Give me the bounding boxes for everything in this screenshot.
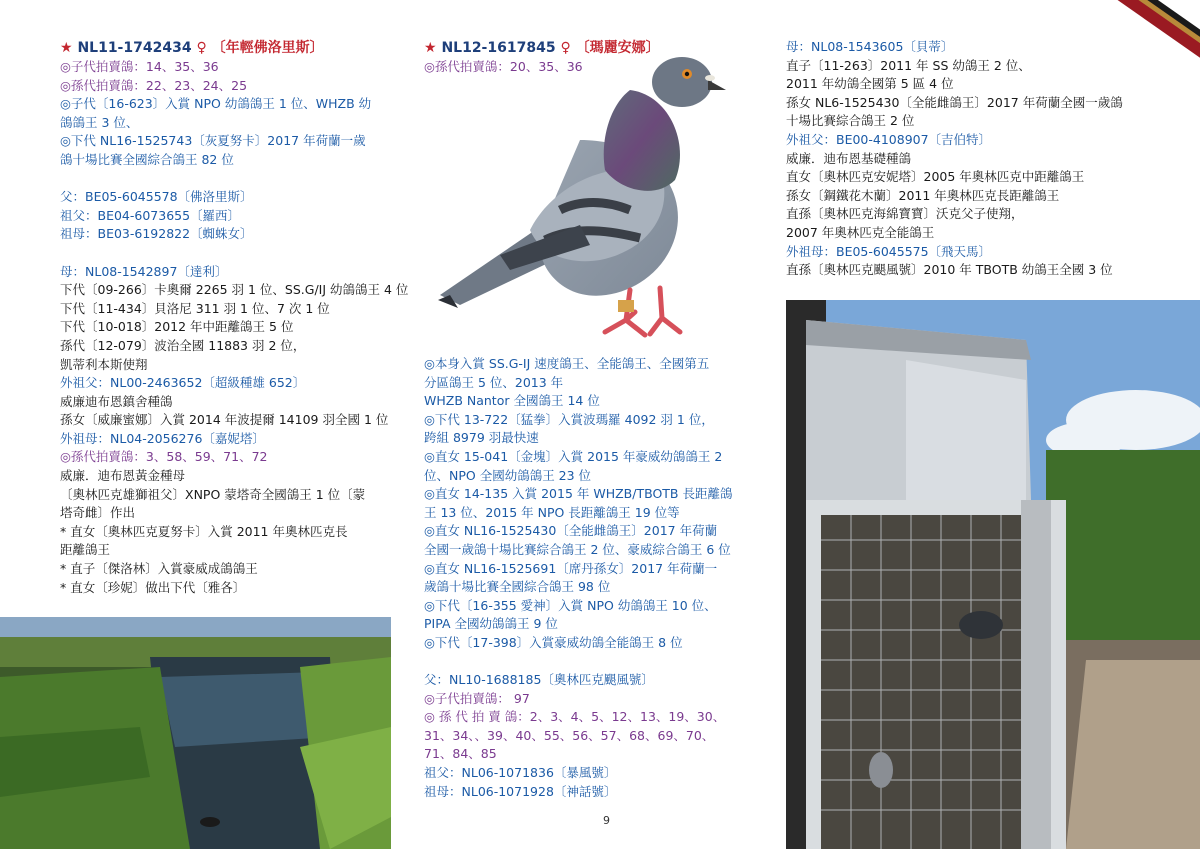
text-line: 鴿十場比賽全國綜合鴿王 82 位: [60, 151, 234, 167]
text-line: ◎直女 14-135 入賞 2015 年 WHZB/TBOTB 長距離鴿: [424, 486, 733, 502]
text-line: ◎孫代拍賣鴿：3、58、59、71、72: [60, 449, 268, 465]
text-line: ◎孫代拍賣鴿：20、35、36: [424, 59, 583, 74]
text-line: 直子〔11-263〕2011 年 SS 幼鴿王 2 位、: [786, 57, 1031, 73]
text-line: 父：NL10-1688185〔奧林匹克颶風號〕: [424, 672, 654, 688]
text-line: 直孫〔奧林匹克颶風號〕2010 年 TBOTB 幼鴿王全國 3 位: [786, 262, 1113, 278]
text-line: 直孫〔奧林匹克海綿寶寶〕沃克父子使翔，: [786, 206, 1024, 222]
text-line: 威廉．迪布恩基礎種鴿: [786, 150, 912, 166]
star-icon: ★: [424, 40, 437, 56]
text-line: 祖母：NL06-1071928〔神話號〕: [424, 783, 617, 799]
text-line: ◎下代 NL16-1525743〔灰夏努卡〕2017 年荷蘭一歲: [60, 133, 366, 149]
text-line: 祖父：NL06-1071836〔暴風號〕: [424, 765, 617, 781]
text-line: ◎直女 NL16-1525430〔全能雌鴿王〕2017 年荷蘭: [424, 523, 718, 539]
right-column: [786, 38, 1166, 280]
pigeon-loft-photo: [786, 300, 1200, 849]
text-line: 祖母：BE03-6192822〔蜘蛛女〕: [60, 226, 253, 242]
female-symbol-icon: ♀: [560, 40, 571, 56]
left-column: [60, 38, 409, 597]
text-line: 歲鴿十場比賽全國綜合鴿王 98 位: [424, 579, 611, 595]
text-line: 母：NL08-1543605〔貝蒂〕: [786, 39, 954, 54]
text-line: 2007 年奧林匹克全能鴿王: [786, 224, 935, 240]
text-line: 31、34、、39、40、55、56、57、68、69、70、: [424, 727, 715, 743]
text-line: ◎直女 15-041〔金塊〕入賞 2015 年豪威幼鴿鴿王 2: [424, 448, 723, 464]
text-line: 威廉．迪布恩黃金種母: [60, 468, 186, 484]
spacer: [424, 653, 764, 672]
text-line: ◎子代拍賣鴿： 97: [424, 690, 530, 706]
pigeon-photo: [430, 50, 730, 350]
text-line: 位、NPO 全國幼鴿鴿王 23 位: [424, 467, 592, 483]
middle-pedigree-text: [424, 355, 764, 801]
text-line: ◎子代拍賣鴿：14、35、36: [60, 59, 219, 74]
left-ring-number: NL11-1742434: [77, 40, 192, 56]
text-line: 71、84、85: [424, 746, 497, 762]
star-icon: ★: [60, 40, 73, 56]
text-line: 祖父：BE04-6073655〔羅西〕: [60, 207, 241, 223]
text-line: 下代〔11-434〕貝洛尼 311 羽 1 位、7 次 1 位: [60, 300, 330, 316]
text-line: 孫女 NL6-1525430〔全能雌鴿王〕2017 年荷蘭全國一歲鴿: [786, 94, 1123, 110]
middle-ring-number: NL12-1617845: [441, 40, 556, 56]
text-line: 全國一歲鴿十場比賽綜合鴿王 2 位、豪威綜合鴿王 6 位: [424, 541, 731, 557]
text-line: ◎直女 NL16-1525691〔席丹孫女〕2017 年荷蘭一: [424, 560, 718, 576]
text-line: 孫女〔威廉蜜娜〕入賞 2014 年波提爾 14109 羽全國 1 位: [60, 412, 389, 428]
text-line: 距離鴿王: [60, 542, 111, 558]
text-line: 孫女〔鋼鐵花木蘭〕2011 年奧林匹克長距離鴿王: [786, 187, 1060, 203]
text-line: 塔奇雌〕作出: [60, 505, 136, 521]
text-line: 〔奧林匹克雄獅祖父〕XNPO 蒙塔奇全國鴿王 1 位〔蒙: [60, 486, 366, 502]
text-line: 下代〔10-018〕2012 年中距離鴿王 5 位: [60, 319, 294, 335]
text-line: WHZB Nantor 全國鴿王 14 位: [424, 393, 600, 409]
text-line: ◎下代 13-722〔猛拳〕入賞波瑪羅 4092 羽 1 位，: [424, 411, 714, 427]
text-line: PIPA 全國幼鴿鴿王 9 位: [424, 616, 558, 632]
text-line: 孫代〔12-079〕波治全國 11883 羽 2 位，: [60, 337, 306, 353]
text-line: ◎下代〔17-398〕入賞豪威幼鴿全能鴿王 8 位: [424, 634, 683, 650]
spacer: [60, 170, 400, 189]
text-line: ◎本身入賞 SS.G-IJ 速度鴿王、全能鴿王、全國第五: [424, 356, 710, 371]
text-line: ◎下代〔16-355 愛神〕入賞 NPO 幼鴿鴿王 10 位、: [424, 597, 717, 613]
page-number: 9: [603, 814, 610, 827]
text-line: * 直女〔奧林匹克夏努卡〕入賞 2011 年奧林匹克長: [60, 523, 348, 539]
text-line: 十場比賽綜合鴿王 2 位: [786, 113, 915, 129]
text-line: ◎子代〔16-623〕入賞 NPO 幼鴿鴿王 1 位、WHZB 幼: [60, 96, 372, 112]
text-line: 直女〔奧林匹克安妮塔〕2005 年奧林匹克中距離鴿王: [786, 169, 1085, 185]
right-pedigree-text: [786, 38, 1166, 280]
text-line: 凱蒂利本斯使翔: [60, 356, 148, 372]
text-line: 威廉迪布恩鎮舍種鴿: [60, 393, 173, 409]
left-pedigree-text: [60, 58, 409, 597]
text-line: 外祖母：NL04-2056276〔嘉妮塔〕: [60, 430, 265, 446]
text-line: 外祖父：BE00-4108907〔吉伯特〕: [786, 131, 992, 147]
text-line: 鴿鴿王 3 位、: [60, 114, 139, 130]
text-line: 父：BE05-6045578〔佛洛里斯〕: [60, 189, 253, 205]
text-line: 王 13 位、2015 年 NPO 長距離鴿王 19 位等: [424, 504, 680, 520]
left-pigeon-header: [60, 38, 400, 58]
text-line: ◎ 孫 代 拍 賣 鴿：2、3、4、5、12、13、19、30、: [424, 709, 726, 725]
text-line: * 直女〔珍妮〕做出下代〔雅各〕: [60, 579, 246, 595]
text-line: * 直子〔傑洛林〕入賞豪威成鴿鴿王: [60, 561, 258, 577]
text-line: 2011 年幼鴿全國第 5 區 4 位: [786, 76, 954, 92]
text-line: 跨組 8979 羽最快速: [424, 430, 539, 446]
female-symbol-icon: ♀: [196, 40, 207, 56]
text-line: 母：NL08-1542897〔達利〕: [60, 263, 228, 279]
text-line: 外祖父：NL00-2463652〔超級種雄 652〕: [60, 375, 306, 391]
text-line: 分區鴿王 5 位、2013 年: [424, 374, 564, 390]
left-pigeon-name: 〔年輕佛洛里斯〕: [211, 40, 324, 56]
middle-pigeon-name: 〔瑪麗安娜〕: [575, 40, 660, 56]
text-line: 外祖母：BE05-6045575〔飛天馬〕: [786, 243, 992, 259]
text-line: ◎孫代拍賣鴿：22、23、24、25: [60, 77, 248, 93]
spacer: [60, 244, 400, 263]
text-line: 下代〔09-266〕卡奧爾 2265 羽 1 位、SS.G/IJ 幼鴿鴿王 4 位: [60, 282, 409, 298]
canal-landscape-photo: [0, 617, 391, 849]
